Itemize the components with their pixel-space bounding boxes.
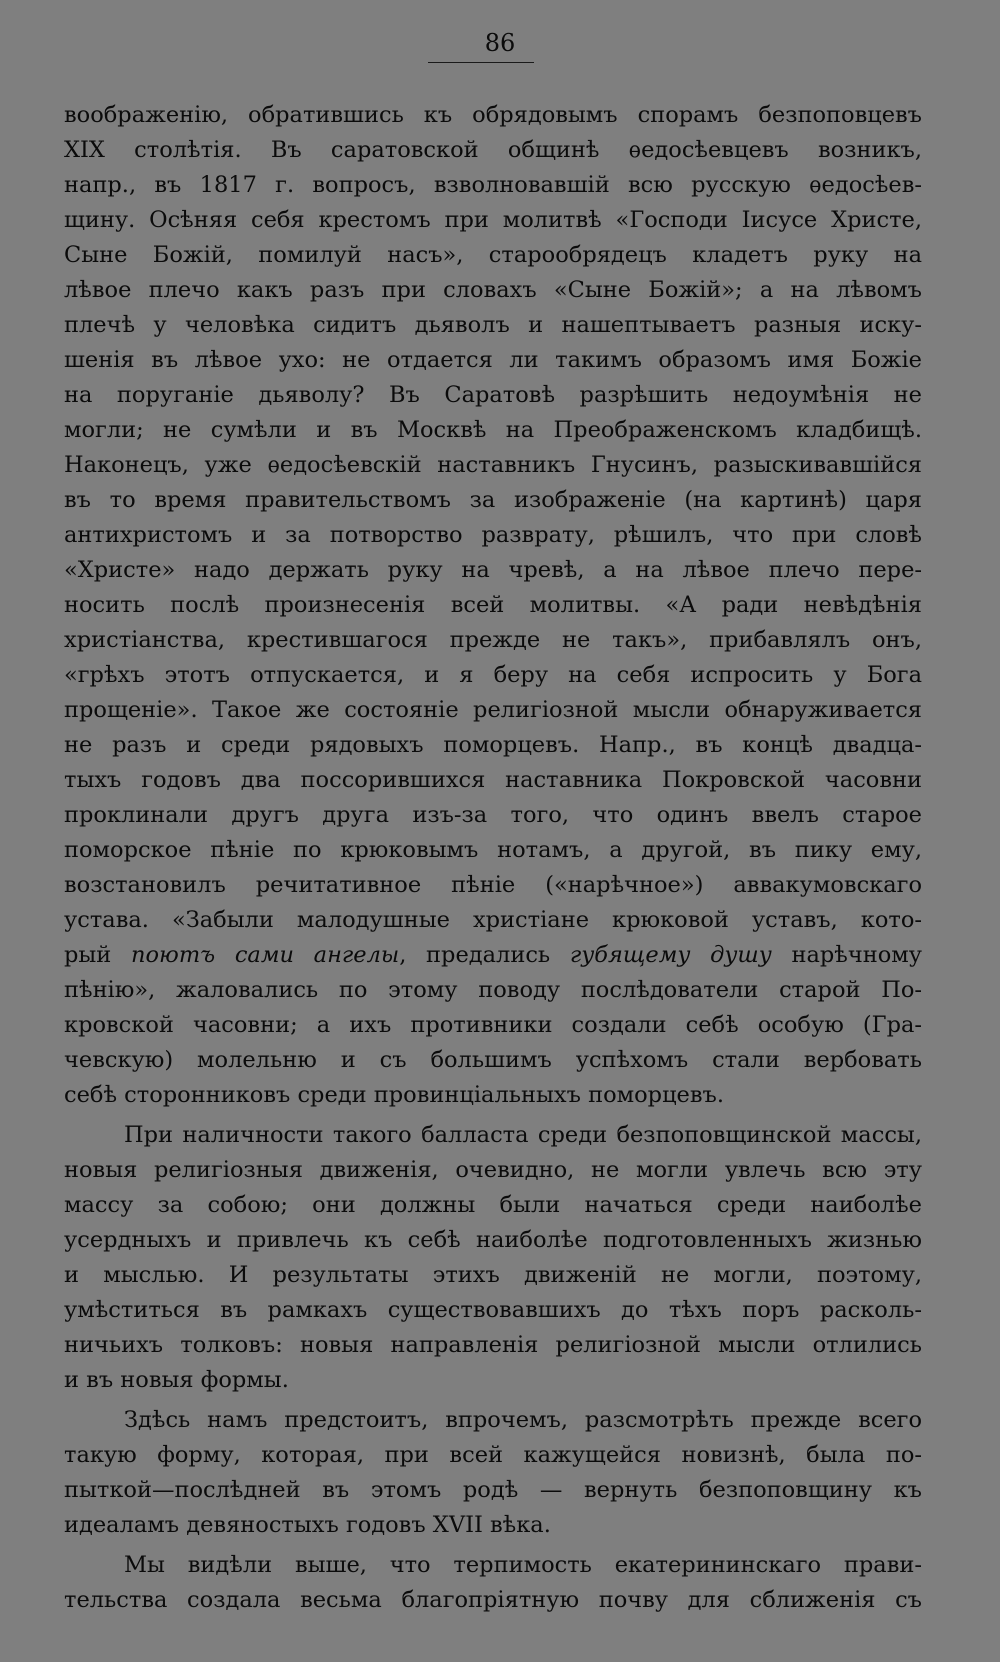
text-line: Наконецъ, уже ѳедосѣевскій наставникъ Гнусинъ, разыскивавшійся (64, 452, 922, 478)
text-run: рый (64, 942, 131, 968)
text-line: шенія въ лѣвое ухо: не отдается ли такимъ образомъ имя Божіе (64, 347, 922, 373)
text-line: возстановилъ речитативное пѣніе («нарѣчное») аввакумовскаго (64, 872, 922, 898)
text-line: ничьихъ толковъ: новыя направленія религіозной мысли отлились (64, 1332, 922, 1358)
text-line-italic-quote (64, 938, 922, 973)
text-line: щину. Осѣняя себя крестомъ при молитвѣ «Господи Іисусе Христе, (64, 207, 922, 233)
paragraph-2 (64, 1118, 922, 1398)
text-line: плечѣ у человѣка сидитъ дьяволъ и нашептываетъ разныя иску- (64, 312, 922, 338)
text-line: Мы видѣли выше, что терпимость екатерининскаго прави- (124, 1552, 922, 1578)
page-number: 86 (484, 29, 516, 57)
text-line: напр., въ 1817 г. вопросъ, взволновавшій всю русскую ѳедосѣев- (64, 172, 922, 198)
text-line: могли; не сумѣли и въ Москвѣ на Преображенскомъ кладбищѣ. (64, 417, 922, 443)
italic-phrase: поютъ сами ангелы (130, 942, 400, 968)
text-line: XIX столѣтія. Въ саратовской общинѣ ѳедосѣевцевъ возникъ, (64, 137, 922, 163)
text-line: себѣ сторонниковъ среди провинціальныхъ поморцевъ. (64, 1082, 724, 1108)
paragraph-1 (64, 98, 922, 1113)
text-line: массу за собою; они должны были начаться среди наиболѣе (64, 1192, 922, 1218)
text-line: тыхъ годовъ два поссорившихся наставника Покровской часовни (64, 767, 922, 793)
text-run: нарѣчному (771, 942, 922, 968)
text-line: и мыслью. И результаты этихъ движеній не могли, поэтому, (64, 1262, 922, 1288)
text-line: проклинали другъ друга изъ-за того, что одинъ ввелъ старое (64, 802, 922, 828)
text-line: воображенію, обратившись къ обрядовымъ спорамъ безпоповцевъ (64, 102, 922, 128)
paragraph-4 (64, 1548, 922, 1618)
text-line: чевскую) молельню и съ большимъ успѣхомъ стали вербовать (64, 1047, 922, 1073)
text-line: устава. «Забыли малодушные христіане крюковой уставъ, кото- (64, 907, 922, 933)
text-line: «грѣхъ этотъ отпускается, и я беру на себя испросить у Бога (64, 662, 922, 688)
text-line: носить послѣ произнесенія всей молитвы. «А ради невѣдѣнія (64, 592, 922, 618)
text-line: прощеніе». Такое же состояніе религіозной мысли обнаруживается (64, 697, 922, 723)
text-line: на поруганіе дьяволу? Въ Саратовѣ разрѣшить недоумѣнія не (64, 382, 922, 408)
text-line: «Христе» надо держать руку на чревѣ, а на лѣвое плечо пере- (64, 557, 922, 583)
text-line: При наличности такого балласта среди безпоповщинской массы, (124, 1122, 922, 1148)
text-line: антихристомъ и за потворство разврату, рѣшилъ, что при словѣ (64, 522, 922, 548)
text-line: такую форму, которая, при всей кажущейся новизнѣ, была по- (64, 1442, 922, 1468)
text-line: пѣнію», жаловались по этому поводу послѣдователи старой По- (64, 977, 922, 1003)
text-line: не разъ и среди рядовыхъ поморцевъ. Напр., въ концѣ двадца- (64, 732, 922, 758)
italic-phrase: губящему душу (569, 942, 772, 968)
text-line: новыя религіозныя движенія, очевидно, не могли увлечь всю эту (64, 1157, 922, 1183)
text-line: пыткой—послѣдней въ этомъ родѣ — вернуть безпоповщину къ (64, 1477, 922, 1503)
text-line: въ то время правительствомъ за изображеніе (на картинѣ) царя (64, 487, 922, 513)
text-line: Здѣсь намъ предстоитъ, впрочемъ, разсмотрѣть прежде всего (124, 1407, 922, 1433)
text-line: лѣвое плечо какъ разъ при словахъ «Сыне Божій»; а на лѣвомъ (64, 277, 922, 303)
text-line: поморское пѣніе по крюковымъ нотамъ, а другой, въ пику ему, (64, 837, 922, 863)
text-line: тельства создала весьма благопріятную почву для сближенія съ (64, 1587, 922, 1613)
text-line: идеаламъ девяностыхъ годовъ XVII вѣка. (64, 1512, 551, 1538)
text-line: Сыне Божій, помилуй насъ», старообрядецъ кладетъ руку на (64, 242, 922, 268)
text-run: , предались (399, 942, 570, 968)
text-line: кровской часовни; а ихъ противники создали себѣ особую (Гра- (64, 1012, 922, 1038)
text-line: умѣститься въ рамкахъ существовавшихъ до тѣхъ поръ расколь- (64, 1297, 922, 1323)
text-line: и въ новыя формы. (64, 1367, 289, 1393)
text-line: христіанства, крестившагося прежде не такъ», прибавлялъ онъ, (64, 627, 922, 653)
page-number-rule (428, 62, 534, 63)
body-text (64, 98, 922, 1623)
paragraph-3 (64, 1403, 922, 1543)
text-line: усердныхъ и привлечь къ себѣ наиболѣе подготовленныхъ жизнью (64, 1227, 922, 1253)
